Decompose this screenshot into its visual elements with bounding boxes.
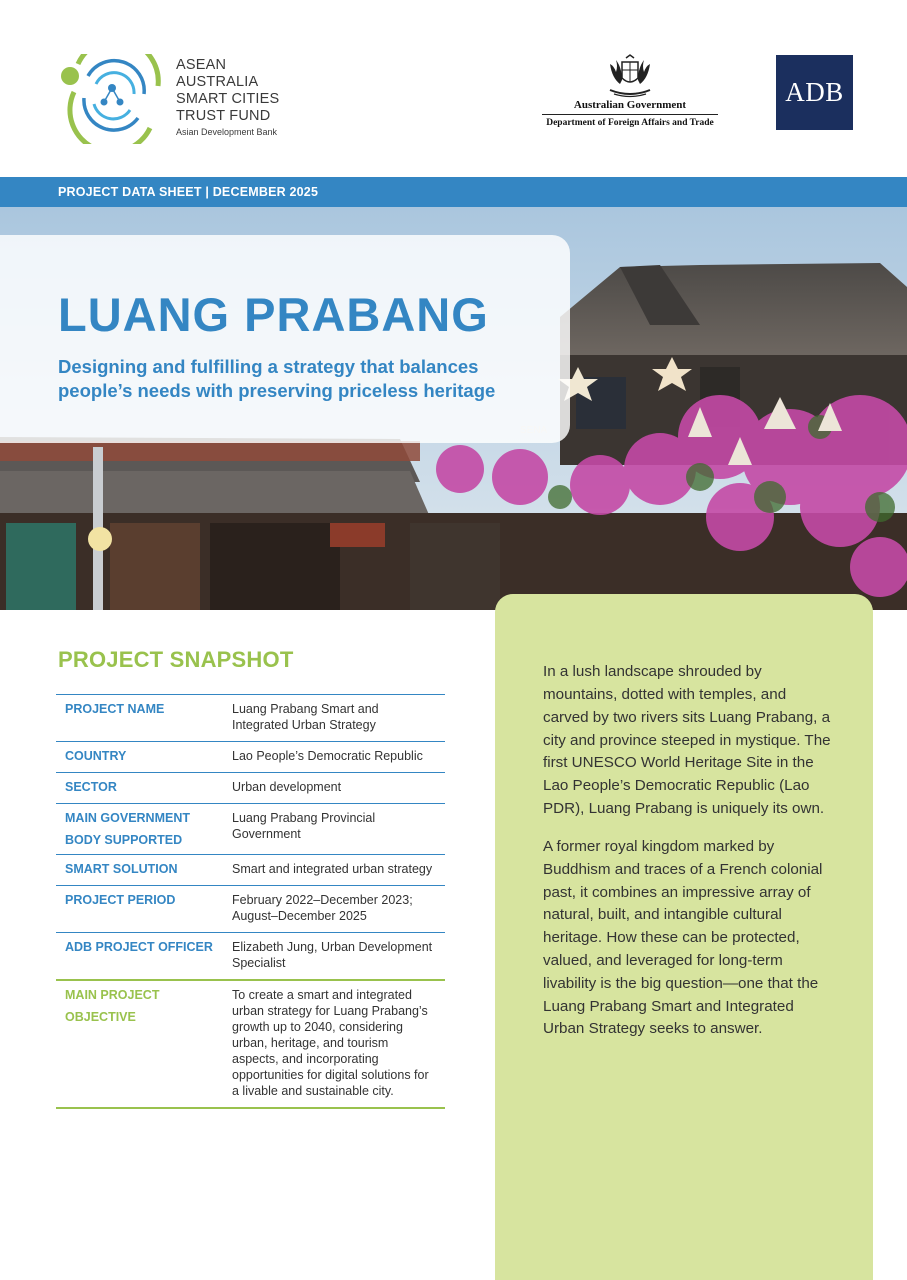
fund-logo-line: SMART CITIES xyxy=(176,91,280,107)
fund-logo-line: TRUST FUND xyxy=(176,108,271,124)
snapshot-value: Luang Prabang Smart and Integrated Urban Strategy xyxy=(223,695,445,742)
snapshot-row xyxy=(56,695,445,742)
snapshot-label: PROJECT PERIOD xyxy=(56,886,223,933)
fund-logo-line: AUSTRALIA xyxy=(176,74,259,90)
snapshot-value: To create a smart and integrated urban strategy for Luang Prabang’s growth up to 2040, considering urban, heritage, and tourism aspects, and incorporating opportunities for digital solutions for a livable and sustainable city. xyxy=(223,980,445,1108)
fund-logo-subline: Asian Development Bank xyxy=(176,127,278,137)
snapshot-label: MAIN GOVERNMENT BODY SUPPORTED xyxy=(56,804,223,855)
snapshot-row xyxy=(56,933,445,981)
snapshot-value: Smart and integrated urban strategy xyxy=(223,855,445,886)
snapshot-label: PROJECT NAME xyxy=(56,695,223,742)
snapshot-label: ADB PROJECT OFFICER xyxy=(56,933,223,981)
snapshot-value: Elizabeth Jung, Urban Development Specialist xyxy=(223,933,445,981)
snapshot-row-objective xyxy=(56,980,445,1108)
page-subtitle: Designing and fulfilling a strategy that balances people’s needs with preserving priceless heritage xyxy=(58,356,496,401)
snapshot-value: Lao People’s Democratic Republic xyxy=(223,742,445,773)
band-label: PROJECT DATA SHEET | DECEMBER 2025 xyxy=(58,185,319,199)
fund-logo-line: ASEAN xyxy=(176,57,227,73)
intro-paragraph: A former royal kingdom marked by Buddhism and traces of a French colonial past, it combines an impressive array of natural, built, and intangible cultural heritage. How these can be protected, valued, and leveraged for long-term livability is the big question—one that the Luang Prabang Smart and Integrated Urban Strategy seeks to answer. xyxy=(543,837,823,1038)
coat-of-arms-icon xyxy=(600,54,660,98)
snapshot-row xyxy=(56,886,445,933)
snapshot-label: SECTOR xyxy=(56,773,223,804)
australian-government-name: Australian Government xyxy=(542,99,718,115)
hero-photo xyxy=(0,207,907,610)
snapshot-label: SMART SOLUTION xyxy=(56,855,223,886)
snapshot-row xyxy=(56,742,445,773)
fund-logo-text xyxy=(176,57,279,139)
australian-government-logo xyxy=(542,54,718,128)
fund-logo-icon xyxy=(58,54,166,144)
intro-paragraph: In a lush landscape shrouded by mountains, dotted with temples, and carved by two rivers sits Luang Prabang, a city and province steeped in mystique. The first UNESCO World Heritage Site in the Lao People’s Democratic Republic (Lao PDR), Luang Prabang is uniquely its own. xyxy=(543,663,831,817)
data-sheet-band xyxy=(0,177,907,207)
snapshot-row xyxy=(56,855,445,886)
snapshot-value: Urban development xyxy=(223,773,445,804)
snapshot-heading: PROJECT SNAPSHOT xyxy=(58,647,294,672)
intro-text xyxy=(543,646,835,1056)
snapshot-value: Luang Prabang Provincial Government xyxy=(223,804,445,855)
snapshot-table xyxy=(56,694,445,1109)
snapshot-label: COUNTRY xyxy=(56,742,223,773)
snapshot-label: MAIN PROJECT OBJECTIVE xyxy=(56,980,223,1108)
snapshot-row xyxy=(56,773,445,804)
snapshot-value: February 2022–December 2023; August–December 2025 xyxy=(223,886,445,933)
page-title: LUANG PRABANG xyxy=(58,288,489,341)
adb-logo: ADB xyxy=(776,55,853,130)
snapshot-row xyxy=(56,804,445,855)
dfat-department-name: Department of Foreign Affairs and Trade xyxy=(546,118,714,128)
